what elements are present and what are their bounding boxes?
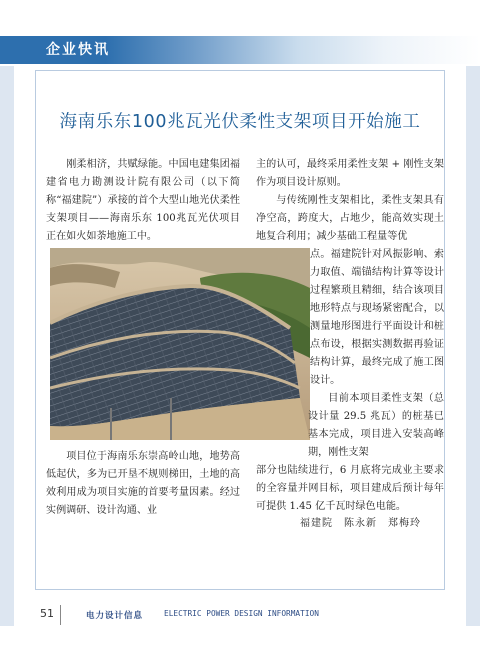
left-column-bottom xyxy=(46,448,240,520)
footer-divider xyxy=(60,605,61,625)
right-continuation: 主的认可，最终采用柔性支架 + 刚性支架作为项目设计原则。 xyxy=(256,159,444,188)
left-bottom-paragraph: 项目位于海南乐东崇高岭山地，地势高低起伏，多为已开垦不规则梯田，土地的高效利用成为项目实施的首要考量因素。经过实例调研、设计沟通、业 xyxy=(46,451,240,516)
right-paragraph-3b: 部分也陆续进行，6 月底将完成业主要求的全容量并网目标，项目建成后预计每年可提供 1.45 亿千瓦时绿色电能。 xyxy=(256,465,444,512)
right-side-strip xyxy=(466,66,480,626)
left-side-strip xyxy=(0,66,14,626)
page-number: 51 xyxy=(40,607,54,620)
left-column-top xyxy=(46,156,240,246)
journal-name-en: ELECTRIC POWER DESIGN INFORMATION xyxy=(164,609,319,618)
right-paragraph-2a: 与传统刚性支架相比，柔性支架具有净空高，跨度大，占地少，能高效实现土地复合利用；减少基础工程量等优 xyxy=(256,195,444,242)
left-top-paragraph: 刚柔相济，共赋绿能。中国电建集团福建省电力勘测设计院有限公司（以下简称“福建院”）承接的首个大型山地光伏柔性支架项目——海南乐东 100兆瓦光伏项目正在如火如荼地施工中。 xyxy=(46,159,240,242)
journal-name-cn: 电力设计信息 xyxy=(86,611,144,621)
right-column xyxy=(256,156,444,516)
right-paragraph-2b: 点。福建院针对风振影响、索力取值、端锚结构计算等设计过程繁琐且精细，结合该项目地形特点与现场紧密配合，以测量地形图进行平面设计和桩点布设，根据实测数据再验证结构计算，最终完成了施工图设计。 xyxy=(310,249,444,386)
section-label: 企业快讯 xyxy=(46,42,110,58)
right-paragraph-3a: 目前本项目柔性支架（总设计量 29.5 兆瓦）的桩基已基本完成，项目进入安装高峰期，刚性支架 xyxy=(308,393,444,458)
article-title: 海南乐东100兆瓦光伏柔性支架项目开始施工 xyxy=(59,112,421,132)
author-byline: 福建院 陈永新 郑梅玲 xyxy=(300,518,421,529)
